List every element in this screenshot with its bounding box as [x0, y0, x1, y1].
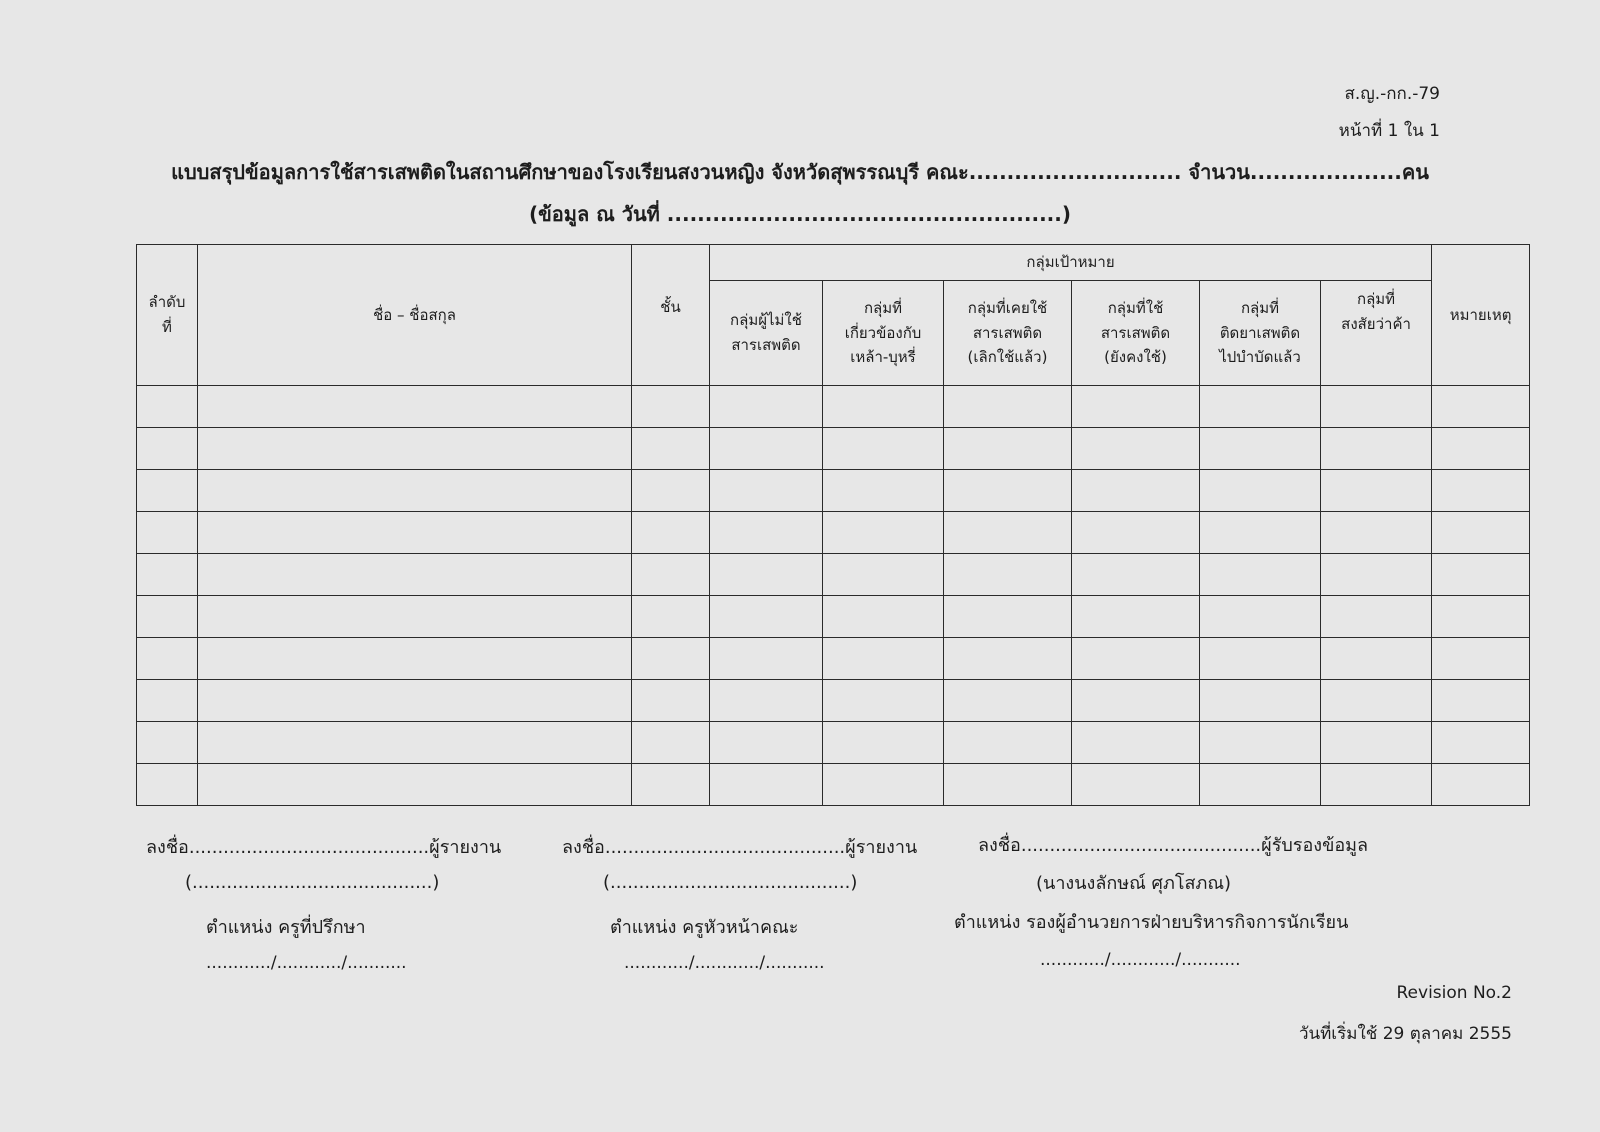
- table-cell[interactable]: [823, 764, 944, 806]
- table-cell[interactable]: [137, 680, 198, 722]
- table-cell[interactable]: [1321, 512, 1432, 554]
- table-cell[interactable]: [137, 638, 198, 680]
- table-cell[interactable]: [1432, 764, 1530, 806]
- table-cell[interactable]: [1072, 722, 1200, 764]
- table-cell[interactable]: [823, 386, 944, 428]
- table-cell[interactable]: [710, 722, 823, 764]
- reporter1-name-line[interactable]: (..........................................): [185, 872, 440, 893]
- header-treated-addict-group: กลุ่มที่ ติดยาเสพติด ไปบำบัดแล้ว: [1200, 281, 1321, 386]
- table-cell[interactable]: [1432, 596, 1530, 638]
- table-cell[interactable]: [710, 554, 823, 596]
- table-cell[interactable]: [632, 386, 710, 428]
- form-title: แบบสรุปข้อมูลการใช้สารเสพติดในสถานศึกษาของโรงเรียนสงวนหญิง จังหวัดสุพรรณบุรี คณะ............................ จำนวน....................คน: [171, 160, 1429, 184]
- header-class: ชั้น: [632, 245, 710, 386]
- table-cell[interactable]: [137, 386, 198, 428]
- table-cell[interactable]: [944, 638, 1072, 680]
- table-cell[interactable]: [1432, 512, 1530, 554]
- table-row: [137, 428, 1530, 470]
- table-cell[interactable]: [137, 512, 198, 554]
- table-cell[interactable]: [710, 764, 823, 806]
- table-cell[interactable]: [1072, 764, 1200, 806]
- table-cell[interactable]: [137, 428, 198, 470]
- table-cell[interactable]: [1432, 722, 1530, 764]
- table-cell[interactable]: [632, 722, 710, 764]
- table-cell[interactable]: [1200, 512, 1321, 554]
- table-row: [137, 680, 1530, 722]
- table-row: [137, 722, 1530, 764]
- table-cell[interactable]: [1432, 470, 1530, 512]
- reporter2-date-line[interactable]: ............/............/...........: [624, 953, 825, 973]
- certifier-date-line[interactable]: ............/............/...........: [1040, 950, 1241, 970]
- table-cell[interactable]: [198, 512, 632, 554]
- reporter2-name-line[interactable]: (..........................................): [603, 872, 858, 893]
- table-row: [137, 554, 1530, 596]
- table-cell[interactable]: [1321, 386, 1432, 428]
- table-cell[interactable]: [632, 470, 710, 512]
- table-row: [137, 596, 1530, 638]
- table-cell[interactable]: [1321, 470, 1432, 512]
- reporter1-position: ตำแหน่ง ครูที่ปรึกษา: [206, 917, 366, 938]
- reporter1-date-line[interactable]: ............/............/...........: [206, 953, 407, 973]
- table-cell[interactable]: [710, 386, 823, 428]
- table-cell[interactable]: [198, 470, 632, 512]
- table-cell[interactable]: [1200, 596, 1321, 638]
- table-cell[interactable]: [137, 722, 198, 764]
- table-row: [137, 764, 1530, 806]
- header-remark: หมายเหตุ: [1432, 245, 1530, 386]
- table-cell[interactable]: [1432, 638, 1530, 680]
- table-cell[interactable]: [944, 470, 1072, 512]
- table-cell[interactable]: [1072, 596, 1200, 638]
- table-row: [137, 638, 1530, 680]
- table-cell[interactable]: [1072, 638, 1200, 680]
- table-cell[interactable]: [710, 512, 823, 554]
- header-alcohol-tobacco-group: กลุ่มที่ เกี่ยวข้องกับ เหล้า-บุหรี่: [823, 281, 944, 386]
- table-cell[interactable]: [823, 680, 944, 722]
- table-cell[interactable]: [198, 680, 632, 722]
- table-cell[interactable]: [710, 680, 823, 722]
- table-cell[interactable]: [137, 764, 198, 806]
- header-non-user-group: กลุ่มผู้ไม่ใช้ สารเสพติด: [710, 281, 823, 386]
- table-cell[interactable]: [632, 428, 710, 470]
- table-cell[interactable]: [944, 386, 1072, 428]
- table-cell[interactable]: [198, 722, 632, 764]
- table-cell[interactable]: [823, 512, 944, 554]
- table-cell[interactable]: [823, 470, 944, 512]
- table-cell[interactable]: [944, 512, 1072, 554]
- table-cell[interactable]: [137, 470, 198, 512]
- table-cell[interactable]: [632, 512, 710, 554]
- reporter2-sign-line[interactable]: ลงชื่อ..........................................ผู้รายงาน: [562, 837, 918, 858]
- table-cell[interactable]: [710, 638, 823, 680]
- table-cell[interactable]: [823, 428, 944, 470]
- table-cell[interactable]: [1321, 638, 1432, 680]
- table-cell[interactable]: [1072, 470, 1200, 512]
- table-cell[interactable]: [137, 554, 198, 596]
- table-cell[interactable]: [1200, 722, 1321, 764]
- table-cell[interactable]: [632, 596, 710, 638]
- table-cell[interactable]: [1200, 680, 1321, 722]
- table-cell[interactable]: [1321, 722, 1432, 764]
- data-table: [136, 244, 1530, 806]
- table-cell[interactable]: [1072, 680, 1200, 722]
- table-cell[interactable]: [1200, 428, 1321, 470]
- table-cell[interactable]: [137, 596, 198, 638]
- table-cell[interactable]: [632, 554, 710, 596]
- table-cell[interactable]: [823, 722, 944, 764]
- table-cell[interactable]: [198, 596, 632, 638]
- table-cell[interactable]: [1072, 554, 1200, 596]
- header-name: ชื่อ – ชื่อสกุล: [198, 245, 632, 386]
- table-cell[interactable]: [1200, 764, 1321, 806]
- table-cell[interactable]: [1321, 764, 1432, 806]
- revision-number: Revision No.2: [1396, 983, 1512, 1003]
- table-cell[interactable]: [632, 764, 710, 806]
- table-cell[interactable]: [1072, 428, 1200, 470]
- table-cell[interactable]: [198, 764, 632, 806]
- table-cell[interactable]: [632, 680, 710, 722]
- table-cell[interactable]: [632, 638, 710, 680]
- certifier-position: ตำแหน่ง รองผู้อำนวยการฝ่ายบริหารกิจการนักเรียน: [954, 912, 1349, 933]
- table-cell[interactable]: [1200, 638, 1321, 680]
- table-cell[interactable]: [1432, 428, 1530, 470]
- table-cell[interactable]: [823, 596, 944, 638]
- table-cell[interactable]: [1321, 554, 1432, 596]
- page-number: หน้าที่ 1 ใน 1: [1338, 121, 1440, 141]
- table-cell[interactable]: [710, 428, 823, 470]
- table-cell[interactable]: [710, 470, 823, 512]
- certifier-sign-line[interactable]: ลงชื่อ..........................................ผู้รับรองข้อมูล: [978, 835, 1369, 856]
- table-cell[interactable]: [823, 554, 944, 596]
- table-cell[interactable]: [198, 386, 632, 428]
- table-cell[interactable]: [823, 638, 944, 680]
- table-cell[interactable]: [1321, 596, 1432, 638]
- effective-date: วันที่เริ่มใช้ 29 ตุลาคม 2555: [1298, 1024, 1512, 1044]
- header-target-group: กลุ่มเป้าหมาย: [710, 245, 1432, 281]
- header-order: ลำดับ ที่: [137, 245, 198, 386]
- table-header-row-1: [137, 245, 1530, 281]
- reporter1-sign-line[interactable]: ลงชื่อ..........................................ผู้รายงาน: [146, 837, 502, 858]
- table-cell[interactable]: [944, 764, 1072, 806]
- form-subtitle: (ข้อมูล ณ วันที่ ....................................................): [528, 202, 1071, 226]
- table-cell[interactable]: [198, 638, 632, 680]
- table-cell[interactable]: [1432, 386, 1530, 428]
- table-cell[interactable]: [944, 722, 1072, 764]
- table-cell[interactable]: [1200, 386, 1321, 428]
- table-cell[interactable]: [944, 680, 1072, 722]
- table-cell[interactable]: [1072, 512, 1200, 554]
- table-row: [137, 386, 1530, 428]
- table-cell[interactable]: [1432, 680, 1530, 722]
- table-cell[interactable]: [1200, 554, 1321, 596]
- table-cell[interactable]: [1432, 554, 1530, 596]
- header-suspected-dealer-group: กลุ่มที่ สงสัยว่าค้า: [1321, 281, 1432, 386]
- header-former-user-group: กลุ่มที่เคยใช้ สารเสพติด (เลิกใช้แล้ว): [944, 281, 1072, 386]
- table-cell[interactable]: [1321, 680, 1432, 722]
- table-cell[interactable]: [710, 596, 823, 638]
- table-cell[interactable]: [198, 428, 632, 470]
- table-cell[interactable]: [198, 554, 632, 596]
- table-cell[interactable]: [1321, 428, 1432, 470]
- table-cell[interactable]: [944, 596, 1072, 638]
- header-current-user-group: กลุ่มที่ใช้ สารเสพติด (ยังคงใช้): [1072, 281, 1200, 386]
- form-code: ส.ญ.-กก.-79: [1344, 84, 1440, 104]
- table-cell[interactable]: [944, 554, 1072, 596]
- certifier-name: (นางนงลักษณ์ ศุภโสภณ): [1036, 873, 1232, 894]
- table-row: [137, 512, 1530, 554]
- table-cell[interactable]: [1200, 470, 1321, 512]
- table-cell[interactable]: [1072, 386, 1200, 428]
- table-row: [137, 470, 1530, 512]
- reporter2-position: ตำแหน่ง ครูหัวหน้าคณะ: [610, 917, 799, 938]
- table-cell[interactable]: [944, 428, 1072, 470]
